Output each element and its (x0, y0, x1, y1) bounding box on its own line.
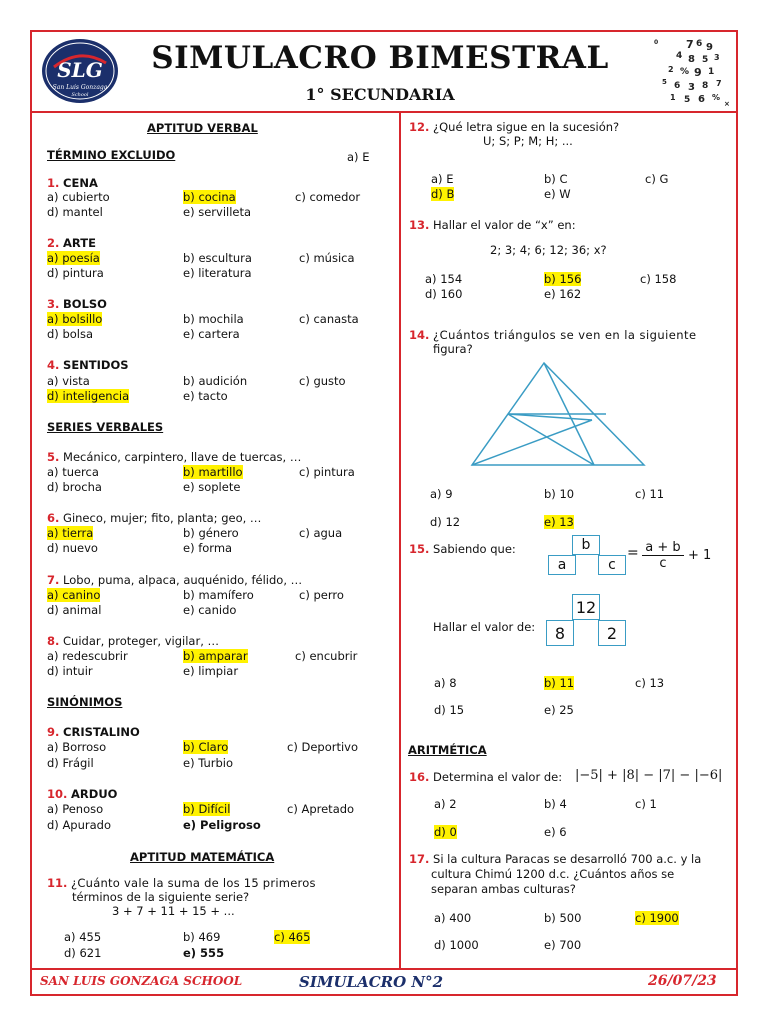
option-answer: a) tierra (47, 526, 94, 540)
option-answer: d) 0 (434, 825, 457, 839)
option: e) Turbio (183, 756, 234, 770)
option: d) 1000 (434, 938, 479, 952)
question-3: 3. BOLSO (47, 297, 107, 311)
column-divider (399, 113, 401, 968)
question-15: 15. Sabiendo que: (409, 542, 516, 556)
svg-text:1: 1 (670, 93, 676, 102)
option: c) 1 (635, 797, 657, 811)
page-title: SIMULACRO BIMESTRAL (151, 40, 609, 76)
option: c) encubrir (295, 649, 358, 663)
question-9: 9. CRISTALINO (47, 725, 140, 739)
option: e) literatura (183, 266, 252, 280)
option-answer: a) poesía (47, 251, 100, 265)
question-13-seq: 2; 3; 4; 6; 12; 36; x? (490, 243, 607, 257)
option: a) vista (47, 374, 90, 388)
option-answer: b) Claro (183, 740, 229, 754)
option: e) tacto (183, 389, 228, 403)
option: a) 154 (425, 272, 463, 286)
option-answer: b) martillo (183, 465, 243, 479)
option: e) forma (183, 541, 233, 555)
question-17-line2: cultura Chimú 1200 d.c. ¿Cuántos años se (431, 867, 675, 881)
option: b) 4 (544, 797, 567, 811)
svg-text:8: 8 (688, 54, 695, 65)
question-8: 8. Cuidar, proteger, vigilar, … (47, 634, 220, 648)
option: c) Deportivo (287, 740, 359, 754)
option: a) 2 (434, 797, 457, 811)
page-subtitle: 1° SECUNDARIA (305, 85, 455, 104)
svg-text:3: 3 (688, 82, 695, 93)
figure-box-c: c (598, 555, 626, 575)
option-answer: b) amparar (183, 649, 248, 663)
option: c) comedor (295, 190, 361, 204)
svg-text:7: 7 (716, 79, 722, 88)
option: e) 700 (544, 938, 582, 952)
option: d) animal (47, 603, 102, 617)
footer-date: 26/07/23 (648, 973, 717, 989)
option: e) 6 (544, 825, 567, 839)
option-answer: a) canino (47, 588, 101, 602)
option: d) brocha (47, 480, 102, 494)
option: d) 15 (434, 703, 465, 717)
option: d) 12 (430, 515, 461, 529)
svg-text:6: 6 (674, 81, 681, 91)
abs-expression: |−5| + |8| − |7| − |−6| (575, 768, 723, 783)
svg-text:2: 2 (668, 65, 674, 74)
option: e) limpiar (183, 664, 239, 678)
option: e) cartera (183, 327, 240, 341)
svg-text:9: 9 (694, 66, 702, 79)
option: c) 158 (640, 272, 677, 286)
option-answer: c) 1900 (635, 911, 679, 925)
formula-plus-one: + 1 (688, 548, 712, 563)
option: a) tuerca (47, 465, 99, 479)
option: d) Frágil (47, 756, 94, 770)
option: e) 25 (544, 703, 574, 717)
option: a) cubierto (47, 190, 110, 204)
option: d) mantel (47, 205, 103, 219)
option: d) intuir (47, 664, 93, 678)
option: b) mochila (183, 312, 244, 326)
option: a) Borroso (47, 740, 107, 754)
figure-box-b: b (572, 535, 600, 555)
figure-box-8: 8 (546, 620, 574, 646)
question-16: 16. Determina el valor de: (409, 770, 563, 784)
svg-text:0: 0 (654, 39, 659, 46)
option-answer: a) bolsillo (47, 312, 103, 326)
svg-text:5: 5 (662, 78, 667, 86)
figure-box-a: a (548, 555, 576, 575)
option: b) 469 (183, 930, 221, 944)
option: b) 10 (544, 487, 575, 501)
svg-text:9: 9 (706, 42, 713, 53)
section-verbal: APTITUD VERBAL (147, 121, 258, 135)
option-answer: e) 13 (544, 515, 574, 529)
question-11-series: 3 + 7 + 11 + 15 + ... (112, 904, 235, 918)
figure-box-2: 2 (598, 620, 626, 646)
svg-text:8: 8 (702, 81, 709, 91)
option: a) 8 (434, 676, 457, 690)
option: c) música (299, 251, 355, 265)
svg-text:6: 6 (696, 39, 703, 49)
svg-text:3: 3 (714, 53, 720, 62)
option-answer: d) inteligencia (47, 389, 130, 403)
option: b) audición (183, 374, 248, 388)
option: e) 162 (544, 287, 582, 301)
question-7: 7. Lobo, puma, alpaca, auquénido, félido, … (47, 573, 303, 587)
option: d) pintura (47, 266, 104, 280)
option: c) canasta (299, 312, 359, 326)
svg-text:6: 6 (698, 94, 705, 105)
section-arit: ARITMÉTICA (408, 743, 487, 757)
sub-series: SERIES VERBALES (47, 420, 164, 434)
question-15-hallar: Hallar el valor de: (433, 620, 536, 634)
svg-text:4: 4 (676, 51, 683, 61)
option: c) gusto (299, 374, 346, 388)
option: e) canido (183, 603, 237, 617)
numbers-swirl-image (648, 36, 732, 108)
option: a) 9 (430, 487, 453, 501)
svg-text:5: 5 (702, 55, 709, 65)
option: e) Peligroso (183, 818, 261, 832)
question-6: 6. Gineco, mujer; fito, planta; geo, … (47, 511, 262, 525)
svg-text:7: 7 (686, 38, 694, 51)
option-answer: d) B (431, 187, 455, 201)
footer-school: SAN LUIS GONZAGA SCHOOL (40, 974, 243, 988)
option: a) Penoso (47, 802, 104, 816)
option: e) 555 (183, 946, 225, 960)
option: a) E (431, 172, 454, 186)
option: b) género (183, 526, 239, 540)
option: c) 13 (635, 676, 665, 690)
equals-sign: = (627, 545, 639, 561)
option: c) perro (299, 588, 344, 602)
question-5: 5. Mecánico, carpintero, llave de tuercas, … (47, 450, 302, 464)
sub-termino: TÉRMINO EXCLUIDO (47, 148, 176, 162)
sub-sinonimos: SINÓNIMOS (47, 695, 123, 709)
option: c) G (645, 172, 669, 186)
option: e) servilleta (183, 205, 252, 219)
option: c) 11 (635, 487, 665, 501)
option-answer: b) cocina (183, 190, 236, 204)
question-11: 11. ¿Cuánto vale la suma de los 15 primeros (47, 876, 316, 890)
option-answer: b) 11 (544, 676, 575, 690)
logo-caption-2: School (71, 92, 89, 98)
option: a) 400 (434, 911, 472, 925)
question-12: 12. ¿Qué letra sigue en la sucesión? (409, 120, 620, 134)
option: d) bolsa (47, 327, 94, 341)
option: e) W (544, 187, 571, 201)
svg-text:1: 1 (708, 67, 715, 77)
question-13: 13. Hallar el valor de “x” en: (409, 218, 576, 232)
question-12-seq: U; S; P; M; H; ... (483, 134, 573, 148)
option: a) redescubrir (47, 649, 128, 663)
svg-text:%: % (680, 67, 690, 77)
footer-divider (30, 968, 738, 970)
svg-text:%: % (712, 93, 721, 102)
formula-numerator: a + b (642, 540, 684, 556)
section-mate: APTITUD MATEMÁTICA (130, 850, 275, 864)
option: d) nuevo (47, 541, 98, 555)
termino-note: a) E (347, 150, 370, 164)
figure-box-12: 12 (572, 594, 600, 620)
triangle-figure (468, 358, 648, 468)
option: d) Apurado (47, 818, 112, 832)
option: b) mamífero (183, 588, 254, 602)
svg-text:5: 5 (684, 95, 691, 105)
question-4: 4. SENTIDOS (47, 358, 129, 372)
question-14: 14. ¿Cuántos triángulos se ven en la siguiente (409, 328, 697, 342)
option-answer: b) Difícil (183, 802, 231, 816)
question-2: 2. ARTE (47, 236, 96, 250)
question-17: 17. Si la cultura Paracas se desarrolló 700 a.c. y la (409, 852, 702, 866)
question-14-line2: figura? (433, 342, 473, 356)
header-divider (30, 111, 738, 113)
option: b) 500 (544, 911, 582, 925)
option-answer: c) 465 (274, 930, 311, 944)
option: b) escultura (183, 251, 252, 265)
logo-text: SLG (57, 58, 103, 82)
option: c) pintura (299, 465, 355, 479)
option: d) 621 (64, 946, 102, 960)
question-1: 1. CENA (47, 176, 98, 190)
option: c) agua (299, 526, 343, 540)
question-11-line2: términos de la siguiente serie? (72, 890, 250, 904)
option: b) C (544, 172, 568, 186)
formula-denominator: c (659, 556, 667, 571)
option: e) soplete (183, 480, 241, 494)
option-answer: b) 156 (544, 272, 582, 286)
svg-text:×: × (724, 100, 730, 108)
footer-exam: SIMULACRO N°2 (299, 973, 444, 991)
school-logo (40, 37, 120, 105)
option: c) Apretado (287, 802, 355, 816)
question-17-line3: separan ambas culturas? (431, 882, 576, 896)
option: a) 455 (64, 930, 102, 944)
option: d) 160 (425, 287, 463, 301)
logo-caption: San Luis Gonzaga (52, 84, 108, 91)
question-10: 10. ARDUO (47, 787, 118, 801)
